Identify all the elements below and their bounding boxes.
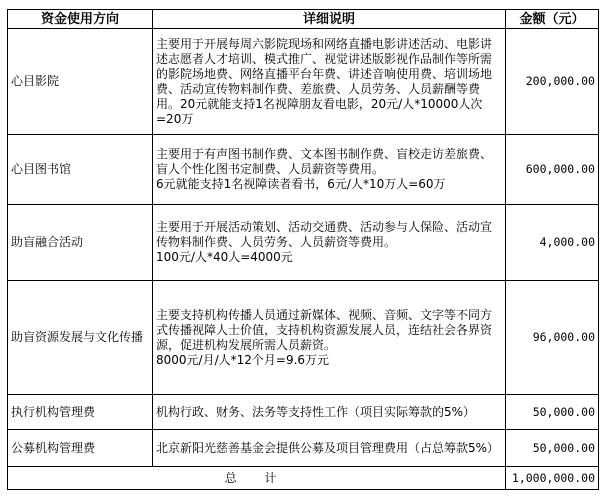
row-direction: 心目图书馆 [8, 135, 153, 205]
row-amount: 200,000.00 [506, 29, 599, 135]
row-description: 机构行政、财务、法务等支持性工作（项目实际筹款的5%） [153, 395, 506, 430]
row-amount: 50,000.00 [506, 395, 599, 430]
row-description [153, 135, 506, 205]
table-row [8, 281, 599, 395]
row-amount: 600,000.00 [506, 135, 599, 205]
row-description: 北京新阳光慈善基金会提供公募及项目管理费用（占总筹款5%） [153, 430, 506, 467]
description-text: 主要用于有声图书制作费、文本图书制作费、盲校走访差旅费、盲人个性化图书定制费、人员薪资等费用。 [156, 147, 493, 176]
table-row [8, 395, 599, 430]
total-label: 总 计 [8, 467, 506, 490]
description-text: 主要用于开展每周六影院现场和网络直播电影讲述活动、电影讲述志愿者人才培训、模式推广、视觉讲述版影视作品制作等所需的影院场地费、网络直播平台年费、讲述音响使用费、培训场地费、活动宣传物料制作费、差旅费、人员劳务、人员薪酬等费用。20元就能支持1名视障朋友看电影，20元/人*10000人次=20万 [156, 36, 493, 126]
description-text: 主要用于开展活动策划、活动交通费、活动参与人保险、活动宣传物料制作费、人员劳务、人员薪资等费用。 [156, 220, 493, 249]
row-direction: 助盲融合活动 [8, 205, 153, 281]
row-amount: 96,000.00 [506, 281, 599, 395]
description-note: 8000元/月/人*12个月=9.6万元 [156, 352, 330, 367]
budget-table [7, 9, 599, 490]
header-direction: 资金使用方向 [8, 10, 153, 29]
description-note: 6元就能支持1名视障读者看书，6元/人*10万人=60万 [156, 177, 446, 191]
row-direction: 心目影院 [8, 29, 153, 135]
row-amount: 50,000.00 [506, 430, 599, 467]
description-note: 100元/人*40人=4000元 [156, 250, 293, 264]
header-amount: 金额（元） [506, 10, 599, 29]
row-direction: 公募机构管理费 [8, 430, 153, 467]
table-row [8, 205, 599, 281]
row-description [153, 205, 506, 281]
description-text: 主要支持机构传播人员通过新媒体、视频、音频、文字等不同方式传播视障人士价值，支持机构资源发展人员，连结社会各界资源，促进机构发展所需人员薪资。 [156, 307, 493, 352]
total-amount: 1,000,000.00 [506, 467, 599, 490]
total-row [8, 467, 599, 490]
table-row [8, 29, 599, 135]
row-amount: 4,000.00 [506, 205, 599, 281]
row-direction: 执行机构管理费 [8, 395, 153, 430]
header-description: 详细说明 [153, 10, 506, 29]
table-row [8, 430, 599, 467]
table-row [8, 135, 599, 205]
row-direction: 助盲资源发展与文化传播 [8, 281, 153, 395]
row-description [153, 29, 506, 135]
row-description [153, 281, 506, 395]
header-row [8, 10, 599, 29]
